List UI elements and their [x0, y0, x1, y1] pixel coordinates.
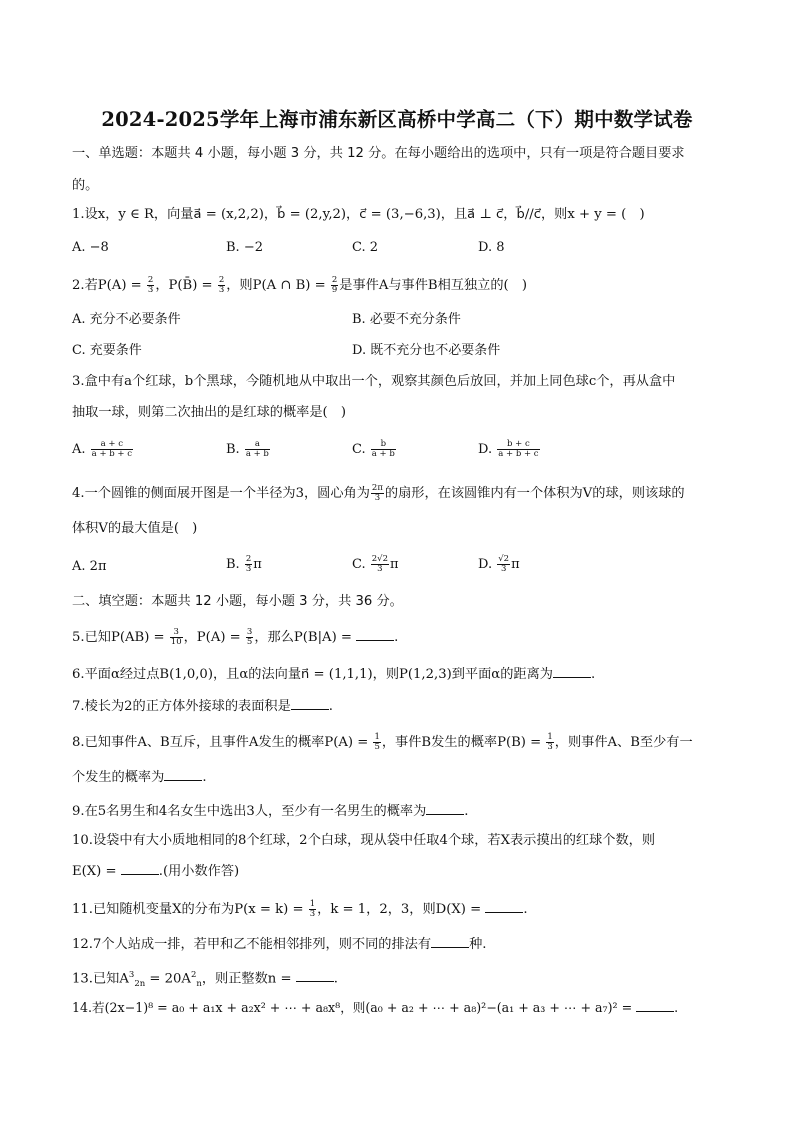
q2-option-c: C. 充要条件	[72, 343, 142, 358]
fraction-numerator: b	[371, 440, 396, 450]
question-number: 8.	[72, 735, 85, 750]
fraction-denominator: a + b	[245, 449, 269, 459]
fraction	[546, 733, 553, 752]
question-text: 已知事件A、B互斥，且事件A发生的概率P(A) =	[84, 735, 373, 750]
question-14	[72, 999, 678, 1017]
q2-option-a: A. 充分不必要条件	[72, 312, 181, 327]
answer-blank[interactable]	[553, 665, 591, 678]
fraction-numerator: b + c	[497, 440, 539, 450]
option-label: D.	[478, 442, 493, 457]
fraction-numerator: 3	[246, 627, 253, 637]
answer-blank[interactable]	[356, 628, 394, 641]
option-suffix: π	[511, 557, 520, 572]
fraction-denominator: 9	[331, 285, 338, 295]
fraction-denominator: 3	[377, 564, 383, 574]
q1-option-b: B. −2	[226, 240, 263, 255]
section1-heading	[72, 145, 685, 163]
question-text: 若(2x−1)⁸ = a₀ + a₁x + a₂x² + ⋯ + a₈x⁸，则(a₀ + a₂ + ⋯ + a₈)²−(a₁ + a₃ + ⋯ + a₇)² =	[92, 1000, 637, 1015]
question-text: ，则P(A ∩ B) =	[226, 278, 330, 293]
fraction-denominator: 3	[309, 909, 316, 919]
question-text: 7个人站成一排，若甲和乙不能相邻排列，则不同的排法有	[92, 937, 432, 952]
fraction-denominator: 3	[547, 742, 553, 752]
fraction-denominator: 3	[147, 285, 154, 295]
question-text: ，事件B发生的概率P(B) =	[381, 735, 546, 750]
subscript: n	[196, 979, 202, 990]
question-text: 的扇形，在该圆锥内有一个体积为V的球，则该球的	[384, 486, 685, 501]
question-8-cont	[72, 768, 207, 787]
question-11	[72, 900, 528, 919]
question-stem: 设x，y ∈ R，向量a⃗ = (x,2,2)，b⃗ = (2,y,2)，c⃗ = (3,−6,3)，且a⃗ ⊥ c⃗，b⃗//c⃗，则x + y = ( )	[84, 207, 645, 222]
question-number: 5.	[72, 630, 85, 645]
question-text: ，那么P(B|A) =	[254, 630, 357, 645]
option-label: C.	[352, 557, 366, 572]
question-number: 7.	[72, 699, 85, 714]
question-text: ，k = 1，2，3，则D(X) =	[317, 902, 486, 917]
fraction-denominator: a + b + c	[498, 449, 539, 459]
question-8	[72, 733, 693, 752]
question-7	[72, 697, 333, 716]
section1-heading-cont: 的。	[72, 178, 99, 193]
q1-option-a: A. −8	[72, 240, 109, 255]
fraction-numerator: 1	[547, 732, 553, 742]
question-text: .	[202, 770, 207, 785]
question-text: .	[328, 699, 333, 714]
option-suffix: π	[253, 557, 262, 572]
fraction	[246, 628, 253, 647]
question-number: 9.	[72, 804, 85, 819]
answer-blank[interactable]	[296, 969, 334, 982]
fraction-numerator: 2	[245, 554, 252, 564]
q2-option-d: D. 既不充分也不必要条件	[352, 343, 501, 358]
question-4	[72, 484, 685, 503]
question-10	[72, 832, 655, 850]
q4-option-a	[72, 558, 107, 576]
question-10-cont	[72, 862, 239, 881]
question-number: 11.	[72, 902, 93, 917]
question-text: 已知P(AB) =	[84, 630, 169, 645]
question-text: 设袋中有大小质地相同的8个红球，2个白球，现从袋中任取4个球，若X表示摸出的红球个数，则	[92, 833, 656, 848]
fraction-numerator: 1	[309, 899, 316, 909]
question-text: .(用小数作答)	[158, 864, 240, 879]
question-number: 14.	[72, 1000, 93, 1015]
section2-heading: 二、填空题：本题共 12 小题，每小题 3 分，共 36 分。	[72, 594, 403, 609]
fraction-numerator: 2	[331, 275, 338, 285]
fraction	[331, 276, 338, 295]
answer-blank[interactable]	[426, 802, 464, 815]
question-4-cont: 体积V的最大值是( )	[72, 521, 198, 536]
fraction-denominator: 10	[170, 637, 182, 647]
question-text: .	[464, 804, 469, 819]
fraction	[371, 484, 384, 503]
section1-heading-text: 一、单选题：本题共 4 小题，每小题 3 分，共 12 分。在每小题给出的选项中，只有一项是符合题目要求	[72, 146, 685, 161]
fraction-denominator: 5	[374, 742, 380, 752]
fraction	[309, 900, 316, 919]
question-number: 3.	[72, 374, 85, 389]
question-text: 一个圆锥的侧面展开图是一个半径为3，圆心角为	[84, 486, 370, 501]
question-2	[72, 276, 527, 295]
fraction-denominator: 3	[218, 285, 225, 295]
fraction-numerator: 2π	[371, 483, 383, 493]
q3-option-a	[72, 440, 134, 459]
fraction-numerator: a	[245, 440, 270, 450]
fraction	[371, 440, 396, 459]
question-number: 10.	[72, 833, 93, 848]
question-1	[72, 206, 645, 224]
option-label: A.	[72, 559, 86, 574]
q4-option-b	[226, 555, 262, 574]
question-6	[72, 665, 595, 684]
fraction-numerator: 3	[170, 628, 183, 638]
option-label: B.	[226, 442, 240, 457]
question-text: 若P(A) =	[84, 278, 146, 293]
answer-blank[interactable]	[164, 768, 202, 781]
question-text: ，P(A) =	[183, 630, 245, 645]
subscript: 2n	[134, 979, 146, 990]
question-text: ，则正整数n =	[201, 971, 296, 987]
option-label: A.	[72, 442, 86, 457]
question-number: 4.	[72, 486, 85, 501]
fraction	[147, 276, 154, 295]
question-text: 平面α经过点B(1,0,0)，且α的法向量n⃗ = (1,1,1)，则P(1,2,3)到平面α的距离为	[84, 667, 553, 682]
fraction-denominator: a + b	[371, 449, 395, 459]
q3-option-c	[352, 440, 397, 459]
fraction	[497, 440, 539, 459]
question-9	[72, 802, 468, 821]
question-number: 2.	[72, 278, 85, 293]
fraction	[91, 440, 133, 459]
fraction-denominator: a + b + c	[91, 449, 132, 459]
question-text: 种.	[469, 937, 487, 952]
question-text: .	[523, 902, 528, 917]
question-text: 个发生的概率为	[72, 770, 165, 785]
fraction	[497, 555, 510, 574]
fraction	[170, 628, 183, 647]
question-text: ，则事件A、B至少有一	[554, 735, 693, 750]
question-3-cont: 抽取一球，则第二次抽出的是红球的概率是( )	[72, 405, 347, 420]
question-text: 是事件A与事件B相互独立的( )	[339, 278, 528, 293]
fraction-denominator: 5	[246, 637, 253, 647]
answer-blank[interactable]	[485, 900, 523, 913]
q4-option-d	[478, 555, 520, 574]
q4-option-c	[352, 555, 399, 574]
question-number: 6.	[72, 667, 85, 682]
fraction	[218, 276, 225, 295]
question-text: 棱长为2的正方体外接球的表面积是	[84, 699, 291, 714]
fraction	[245, 440, 270, 459]
q2-option-b: B. 必要不充分条件	[352, 312, 461, 327]
fraction-denominator: 3	[245, 564, 252, 574]
question-3	[72, 373, 675, 391]
fraction-numerator: 2√2	[371, 554, 388, 564]
question-text: 已知A	[92, 971, 129, 987]
question-text: .	[333, 971, 338, 987]
fraction-denominator: 3	[500, 564, 507, 574]
q3-option-b	[226, 440, 271, 459]
page-title: 2024-2025学年上海市浦东新区高桥中学高二（下）期中数学试卷	[101, 108, 693, 131]
question-5	[72, 628, 398, 647]
superscript: 2	[190, 970, 197, 980]
q3-option-d	[478, 440, 541, 459]
fraction-denominator: 3	[374, 493, 381, 503]
question-number: 1.	[72, 207, 85, 222]
question-number: 12.	[72, 937, 93, 952]
option-label: B.	[226, 557, 240, 572]
superscript: 3	[128, 970, 135, 980]
fraction-numerator: a + c	[91, 440, 133, 450]
answer-blank[interactable]	[636, 999, 674, 1012]
answer-blank[interactable]	[121, 862, 159, 875]
question-number: 13.	[72, 971, 93, 987]
option-value: 2π	[89, 559, 107, 574]
option-suffix: π	[390, 557, 399, 572]
fraction	[371, 555, 389, 574]
fraction-numerator: 2	[218, 275, 225, 285]
q1-option-d: D. 8	[478, 240, 505, 255]
question-text: E(X) =	[72, 864, 121, 879]
fraction	[373, 733, 380, 752]
question-13	[72, 966, 338, 993]
option-label: C.	[352, 442, 366, 457]
question-text: 已知随机变量X的分布为P(x = k) =	[92, 902, 308, 917]
fraction-numerator: √2	[498, 554, 510, 564]
fraction-numerator: 2	[147, 275, 154, 285]
question-text: ，P(B̄) =	[155, 278, 217, 293]
q1-option-c: C. 2	[352, 240, 379, 255]
question-12	[72, 935, 486, 954]
fraction-numerator: 1	[374, 732, 380, 742]
question-text: 盒中有a个红球，b个黑球，今随机地从中取出一个，观察其颜色后放回，并加上同色球c个，再从盒中	[84, 374, 676, 389]
question-text: 在5名男生和4名女生中选出3人，至少有一名男生的概率为	[84, 804, 427, 819]
question-text: .	[394, 630, 399, 645]
question-text: = 20A	[145, 971, 191, 987]
fraction	[245, 555, 252, 574]
question-text: .	[674, 1000, 679, 1015]
question-text: .	[590, 667, 596, 682]
answer-blank[interactable]	[431, 935, 469, 948]
answer-blank[interactable]	[291, 697, 329, 710]
option-label: D.	[478, 557, 493, 572]
